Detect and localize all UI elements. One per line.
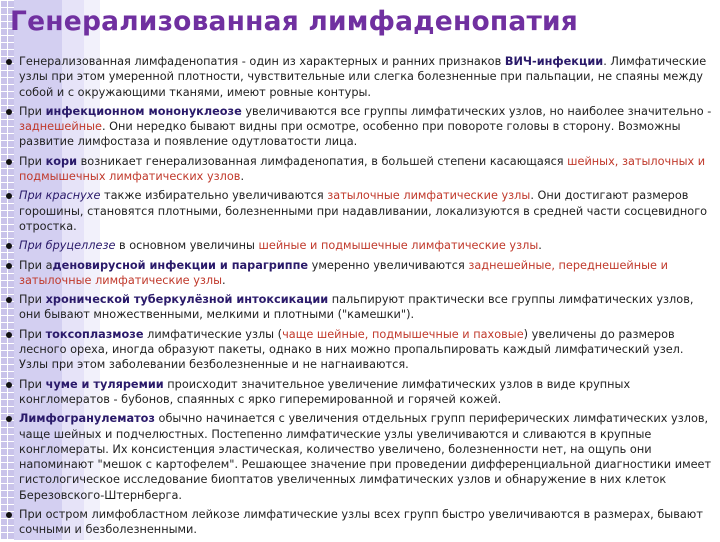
bullet-list [6, 54, 714, 542]
bullet-item [6, 292, 714, 323]
bullet-item [6, 507, 714, 538]
highlighted-text: затылочные лимфатические узлы [327, 189, 531, 203]
highlighted-text: заднешейные [19, 120, 102, 134]
body-text: При а [19, 258, 53, 272]
body-text: . [240, 170, 245, 184]
body-text: . Они нередко бывают видны при осмотре, особенно при повороте головы в сторону. Возможны развитие лимфостаза и появление одутловатости лица. [19, 120, 681, 149]
bullet-dot-icon [6, 263, 12, 269]
emphasis-term: чуме и туляремии [45, 377, 164, 391]
emphasis-term: инфекционном мононуклеозе [45, 104, 242, 118]
body-text: возникает генерализованная лимфаденопатия, в большей степени касающаяся [77, 154, 568, 168]
bullet-item [6, 54, 714, 100]
bullet-item [6, 258, 714, 289]
bullet-item [6, 377, 714, 408]
bullet-dot-icon [6, 109, 12, 115]
bullet-dot-icon [6, 59, 12, 65]
slide-title: Генерализованная лимфаденопатия [10, 6, 579, 37]
bullet-dot-icon [6, 382, 12, 388]
body-text: При [19, 293, 46, 307]
emphasis-term: При бруцеллезе [19, 239, 116, 253]
bullet-dot-icon [6, 243, 12, 249]
bullet-dot-icon [6, 297, 12, 303]
body-text: При [19, 327, 46, 341]
body-text: происходит значительное увеличение лимфатических узлов в виде крупных конгломератов - бубонов, спаянных с ярко гиперемированной и горячей кожей. [19, 377, 631, 406]
body-text: . Они достигают размеров горошины, становятся плотными, болезненными при надавливании, локализуются в средней части сосцевидного отростка. [19, 189, 708, 233]
body-text: Генерализованная лимфаденопатия - один из характерных и ранних признаков [19, 55, 505, 68]
bullet-dot-icon [6, 193, 12, 199]
emphasis-term: Лимфогранулематоз [19, 412, 155, 426]
highlighted-text: шейные и подмышечные лимфатические узлы [258, 239, 539, 253]
body-text: При [19, 154, 46, 168]
emphasis-term: токсоплазмозе [45, 327, 144, 341]
bullet-dot-icon [6, 159, 12, 165]
bullet-dot-icon [6, 416, 12, 422]
bullet-item [6, 154, 714, 185]
bullet-item [6, 188, 714, 234]
highlighted-text: чаще шейные, подмышечные и паховые [282, 327, 524, 341]
body-text: При [19, 377, 46, 391]
body-text: . [538, 239, 542, 253]
emphasis-term: При краснухе [19, 189, 101, 203]
body-text: обычно начинается с увеличения отдельных групп периферических лимфатических узлов, чаще шейных и подчелюстных. Постепенно лимфатические узлы увеличиваются и сливаются в крупные конгломераты. Их консистенция эластическая, количество увеличено, болезненности нет, на ощупь они напоминают "мешок с картофелем". Решающее значение при проведении дифференциальной диагностики имеет гистологическое исследование биоптатов увеличенных лимфатических узлов и обнаружение в них клеток Березовского-Штернберга. [19, 412, 712, 502]
highlighted-text: заднешейные, переднешейные и затылочные лимфатические узлы [19, 258, 668, 287]
body-text: . Лимфатические узлы при этом умеренной плотности, чувствительные или слегка болезненные при пальпации, не спаяны между собой и с окружающими тканями, имеют ровные контуры. [19, 55, 707, 99]
bullet-item [6, 238, 714, 253]
emphasis-term: деновирусной инфекции и парагриппе [52, 258, 309, 272]
body-text: умеренно увеличиваются [308, 258, 469, 272]
body-text: пальпируют практически все группы лимфатических узлов, они бывают множественными, мелкими и плотными ("камешки"). [19, 293, 694, 322]
body-text: в основном увеличины [115, 239, 259, 253]
bullet-item [6, 327, 714, 373]
body-text: увеличиваются все группы лимфатических узлов, но наиболее значительно - [241, 104, 712, 118]
bullet-dot-icon [6, 512, 12, 518]
body-text: лимфатические узлы ( [143, 327, 283, 341]
bullet-dot-icon [6, 332, 12, 338]
bullet-item [6, 411, 714, 503]
emphasis-term: ВИЧ-инфекции [504, 55, 604, 68]
body-text: также избирательно увеличиваются [100, 189, 328, 203]
body-text: . [222, 273, 226, 287]
body-text: При [19, 104, 46, 118]
emphasis-term: кори [45, 154, 78, 168]
body-text: При остром лимфобластном лейкозе лимфатические узлы всех групп быстро увеличиваются в размерах, бывают сочными и безболезненными. [19, 508, 703, 537]
bullet-item [6, 104, 714, 150]
body-text: ) увеличены до размеров лесного ореха, иногда образуют пакеты, однако в них можно пропальпировать каждый лимфатический узел. Узлы при этом заболевании безболезненные и не нагнаиваются. [19, 327, 684, 372]
highlighted-text: шейных, затылочных и подмышечных лимфатических узлов [19, 154, 706, 184]
emphasis-term: хронической туберкулёзной интоксикации [45, 293, 329, 307]
